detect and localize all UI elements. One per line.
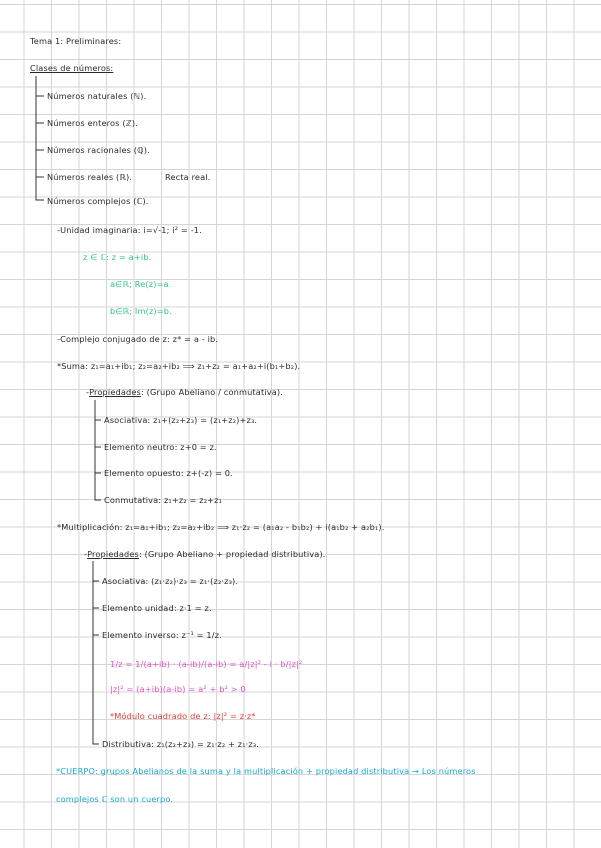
multiplicacion-propiedades-heading: -Propiedades: (Grupo Abeliano + propiedad distributiva).: [84, 549, 326, 559]
cuerpo-linea-1: *CUERPO: grupos Abelianos de la suma y la multiplicación + propiedad distributiva → Los números: [56, 766, 476, 776]
clases-heading: Clases de números:: [30, 63, 114, 73]
unidad-imaginaria: -Unidad imaginaria: i=√-1; i² = -1.: [57, 225, 202, 235]
complejo-conjugado: -Complejo conjugado de z: z* = a - ib.: [57, 334, 219, 344]
parte-imaginaria: b∈ℝ; Im(z)=b.: [110, 306, 172, 316]
clase-reales: Números reales (ℝ).: [47, 172, 133, 182]
forma-binomica: z ∈ ℂ: z = a+ib.: [83, 252, 152, 262]
suma-definicion: *Suma: z₁=a₁+ib₁; z₂=a₂+ib₂ ⟹ z₁+z₂ = a₁+a₂+i(b₁+b₂).: [57, 361, 301, 371]
clase-naturales: Números naturales (ℕ).: [47, 91, 147, 101]
suma-propiedades-heading: -Propiedades: (Grupo Abeliano / conmutativa).: [86, 387, 283, 397]
multiplicacion-definicion: *Multiplicación: z₁=a₁+ib₁; z₂=a₂+ib₂ ⟹ z₁·z₂ = (a₁a₂ - b₁b₂) + i(a₁b₂ + a₂b₁).: [57, 522, 385, 532]
mult-distributiva: Distributiva: z₁(z₂+z₃) = z₁·z₂ + z₁·z₃.: [102, 739, 260, 749]
multiplicacion-propiedades-title: Propiedades: [87, 549, 139, 559]
suma-opuesto: Elemento opuesto: z+(-z) = 0.: [104, 468, 233, 478]
clase-complejos: Números complejos (ℂ).: [47, 196, 149, 206]
suma-neutro: Elemento neutro: z+0 = z.: [104, 442, 217, 452]
page-title: Tema 1: Preliminares:: [30, 36, 122, 46]
mult-unidad: Elemento unidad: z·1 = z.: [102, 603, 212, 613]
suma-conmutativa: Conmutativa: z₁+z₂ = z₂+z₁: [104, 495, 223, 505]
suma-propiedades-note: : (Grupo Abeliano / conmutativa).: [140, 387, 283, 397]
multiplicacion-propiedades-note: : (Grupo Abeliano + propiedad distributiva).: [138, 549, 326, 559]
cuerpo-linea-2: complejos ℂ son un cuerpo.: [56, 794, 174, 804]
inverso-calculo: 1/z = 1/(a+ib) · (a-ib)/(a-ib) = a/|z|² - i · b/|z|²: [110, 659, 303, 669]
clase-enteros: Números enteros (ℤ).: [47, 118, 139, 128]
recta-real-note: Recta real.: [165, 172, 211, 182]
modulo-definicion: *Módulo cuadrado de z: |z|² = z·z*: [110, 711, 256, 721]
clase-racionales: Números racionales (ℚ).: [47, 145, 150, 155]
mult-asociativa: Asociativa: (z₁·z₂)·z₃ = z₁·(z₂·z₃).: [102, 576, 239, 586]
suma-propiedades-title: Propiedades: [89, 387, 141, 397]
modulo-calculo: |z|² = (a+ib)(a-ib) = a² + b² > 0: [110, 684, 246, 694]
parte-real: a∈ℝ; Re(z)=a.: [110, 279, 172, 289]
mult-inverso: Elemento inverso: z⁻¹ = 1/z.: [102, 630, 222, 640]
suma-asociativa: Asociativa: z₁+(z₂+z₃) = (z₁+z₂)+z₃.: [104, 415, 258, 425]
